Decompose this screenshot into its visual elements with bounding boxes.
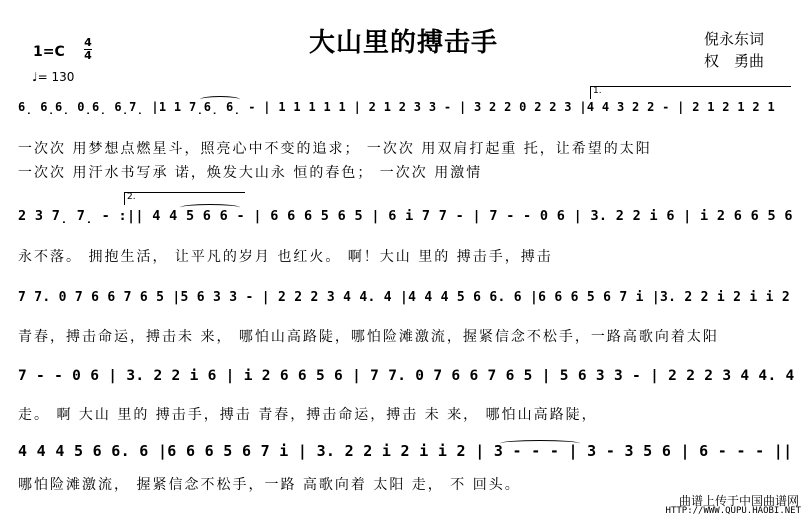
- time-signature: [84, 37, 92, 62]
- notation-line-2: 2 3 7̣ 7̣ - :|| 4 4 5 6 6 - | 6 6 6 5 6 5 | 6 i 7 7 - | 7 - - 0 6 | 3. 2 2 i 6 | i 2 6 6 5 6: [18, 208, 793, 224]
- key-signature: 1=C: [33, 44, 65, 60]
- notation-line-5: 4 4 4 5 6 6. 6 |6 6 6 5 6 7 i | 3. 2 2 i 2 i i 2 | 3 - - - | 3 - 3 5 6 | 6 - - - ||: [18, 442, 793, 460]
- lyric-line-4: 走。 啊 大山 里的 搏击手，搏击 青春，搏击命运，搏击 未 来， 哪怕山高路陡，: [18, 407, 598, 423]
- composer-credit: 权 勇曲: [704, 52, 765, 70]
- tempo-marking: ♩= 130: [32, 70, 75, 84]
- song-title: 大山里的搏击手: [308, 28, 498, 58]
- lyricist-credit: 倪永东词: [704, 30, 765, 48]
- lyric-line-1a: 一次次 用梦想点燃星斗，照亮心中不变的追求； 一次次 用双肩打起重 托，让希望的太阳: [18, 141, 652, 157]
- notation-line-3: 7 7. 0 7 6 6 7 6 5 |5 6 3 3 - | 2 2 2 3 4 4. 4 |4 4 4 5 6 6. 6 |6 6 6 5 6 7 i |3. 2 2 i 2 i i 2: [18, 290, 791, 305]
- first-ending-bracket: [590, 86, 791, 99]
- slur-mark: [200, 96, 240, 103]
- first-ending-label: 1.: [593, 86, 602, 96]
- footer-site-name: 曲谱上传于中国曲谱网: [678, 494, 799, 508]
- lyric-line-5: 哪怕险滩激流， 握紧信念不松手，一路 高歌向着 太阳 走， 不 回头。: [18, 477, 521, 493]
- time-signature-bottom: 4: [84, 49, 92, 62]
- second-ending-label: 2.: [127, 192, 136, 202]
- slur-mark: [180, 204, 240, 211]
- notation-line-1: 6̣ 6̣6̣ 0̣6̣ 6̣7̣ |1 1 7̣6̣ 6̣ - | 1 1 1 1 1 | 2 1 2 3 3 - | 3 2 2 0 2 2 3 |4 4 3 2 2 - | 2 1 2 1 2 1: [18, 100, 775, 114]
- notation-line-4: 7 - - 0 6 | 3. 2 2 i 6 | i 2 6 6 5 6 | 7 7. 0 7 6 6 7 6 5 | 5 6 3 3 - | 2 2 2 3 4 4. 4: [18, 368, 795, 384]
- lyric-line-2: 永不落。 拥抱生活， 让平凡的岁月 也红火。 啊！大山 里的 搏击手，搏击: [18, 249, 553, 265]
- time-signature-top: 4: [84, 36, 92, 49]
- lyric-line-1b: 一次次 用汗水书写承 诺，焕发大山永 恒的春色； 一次次 用激情: [18, 165, 483, 181]
- lyric-line-3: 青春，搏击命运，搏击未 来， 哪怕山高路陡，哪怕险滩激流，握紧信念不松手，一路高歌向着太阳: [18, 329, 719, 345]
- slur-mark: [500, 440, 580, 447]
- footer-url: HTTP://WWW.QUPU.HAOBI.NET: [665, 506, 801, 516]
- second-ending-bracket: [124, 192, 245, 205]
